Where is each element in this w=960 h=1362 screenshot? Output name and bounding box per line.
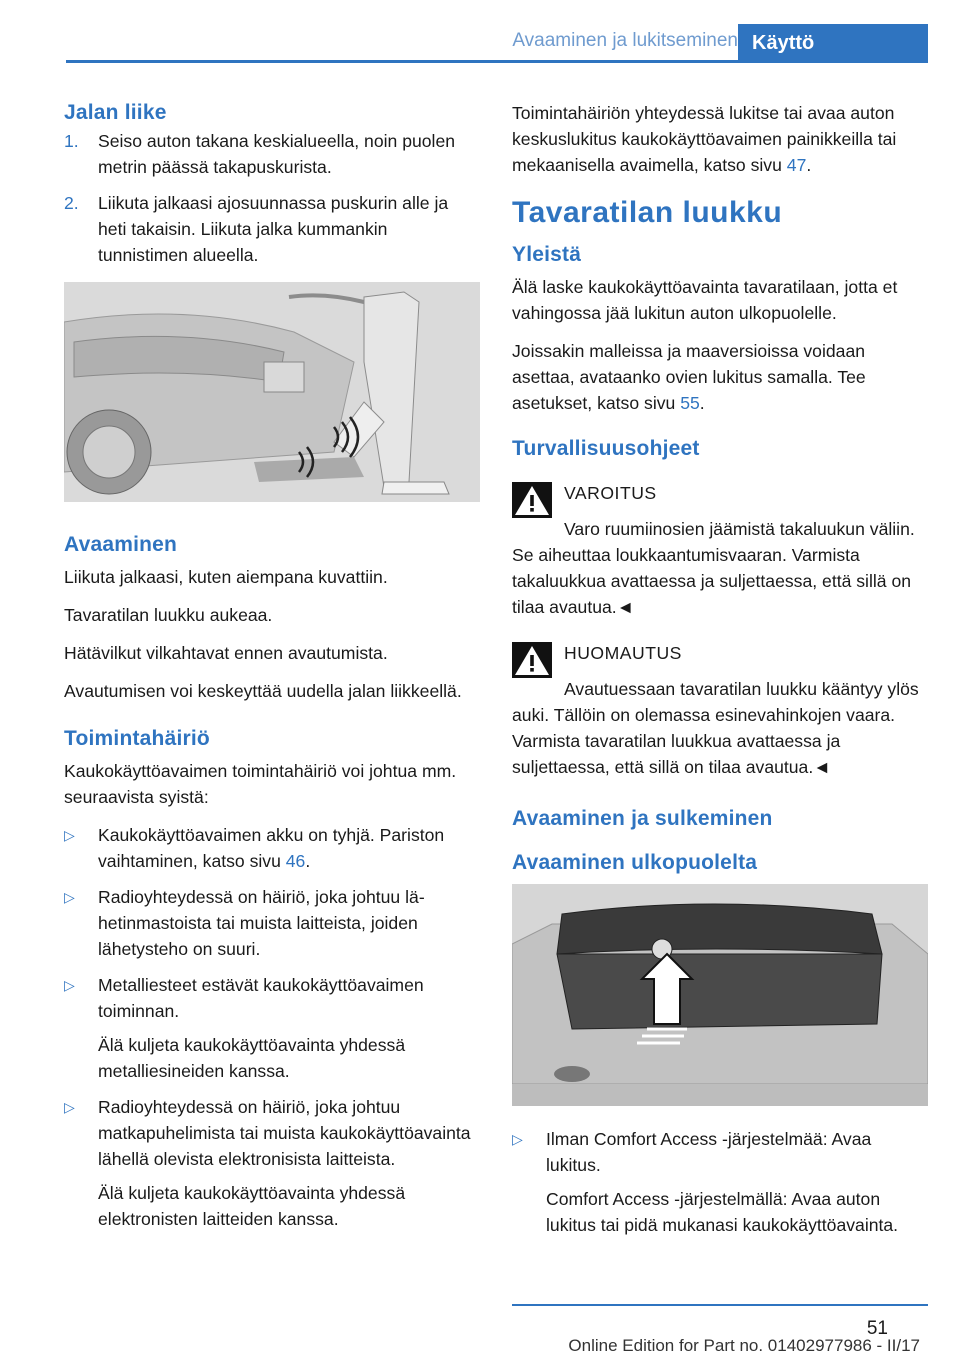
bullet-text: Kaukokäyttöavaimen akku on tyhjä. Pariston vaihtaminen, katso sivu bbox=[98, 825, 445, 871]
triangle-bullet-icon: ▷ bbox=[64, 889, 75, 905]
paragraph: Avautumisen voi keskeyttää uudella jalan liikkeellä. bbox=[64, 681, 462, 701]
list-item bbox=[64, 128, 480, 180]
page-link[interactable]: 47 bbox=[786, 155, 807, 175]
car-rear-foot-icon bbox=[64, 282, 480, 502]
left-column bbox=[64, 100, 480, 1242]
car-trunk-arrow-icon bbox=[512, 884, 928, 1106]
paragraph: Joissakin malleissa ja maaversioissa voidaan asettaa, avataanko ovien lukitus samalla. Tee asetukset, katso sivu bbox=[512, 341, 866, 413]
header-chapter-tab: Käyttö bbox=[738, 24, 928, 60]
heading-avaaminen-sulkeminen: Avaaminen ja sulkeminen bbox=[512, 807, 773, 830]
notice-triangle-icon bbox=[512, 642, 552, 678]
notice-title: HUOMAUTUS bbox=[564, 643, 682, 663]
bullet-text: Radioyhteydessä on häiriö, joka johtuu matkapuhelimista tai muista kaukokäyttöavainta lähellä olevista elektronisista laitteista. bbox=[98, 1097, 471, 1169]
bullet-subtext: Älä kuljeta kaukokäyttöavainta yhdessä metalliesineiden kanssa. bbox=[98, 1035, 406, 1081]
triangle-bullet-icon: ▷ bbox=[64, 1099, 75, 1115]
page-number: 51 bbox=[866, 1318, 888, 1339]
list-item bbox=[64, 190, 480, 268]
header-rule bbox=[66, 60, 928, 63]
list-item bbox=[64, 822, 480, 874]
list-item bbox=[64, 1094, 480, 1232]
trunk-lid-illustration bbox=[512, 884, 928, 1106]
bullet-text: Metalliesteet estävät kaukokäyttöavaimen toiminnan. bbox=[98, 975, 424, 1021]
notice-text: Avautuessaan tavaratilan luukku kääntyy ylös auki. Tällöin on olemassa esinevahinkojen vaara. Varmista tavaratilan luukkua avattaessa ja suljettaessa, että sillä on tilaa avautua.◄ bbox=[512, 679, 919, 777]
triangle-bullet-icon: ▷ bbox=[64, 827, 75, 843]
bullet-subtext: Comfort Access -järjestelmällä: Avaa auton lukitus tai pidä mukanasi kaukokäyttöavainta. bbox=[546, 1189, 899, 1235]
triangle-bullet-icon: ▷ bbox=[64, 977, 75, 993]
paragraph: Älä laske kaukokäyttöavainta tavaratilaan, jotta et vahingossa jää lukitun auton ulkopuolelle. bbox=[512, 277, 898, 323]
paragraph-punct: . bbox=[699, 393, 705, 413]
bullet-text: Radioyhteydessä on häiriö, joka johtuu lähetinmastoista tai muista laitteista, joiden lähetysteho on suuri. bbox=[98, 887, 425, 959]
footer-rule bbox=[512, 1304, 928, 1306]
heading-jalan-liike: Jalan liike bbox=[64, 101, 167, 124]
warning-title: VAROITUS bbox=[564, 483, 657, 503]
list-item bbox=[512, 1126, 928, 1238]
open-steps-list bbox=[512, 1126, 928, 1238]
triangle-bullet-icon: ▷ bbox=[512, 1131, 523, 1147]
header-section-title: Avaaminen ja lukitseminen bbox=[512, 30, 738, 51]
heading-avaaminen-ulkopuolelta: Avaaminen ulkopuolelta bbox=[512, 851, 758, 874]
paragraph: Kaukokäyttöavaimen toimintahäiriö voi johtua mm. seuraavista syistä: bbox=[64, 761, 457, 807]
footer-edition: Online Edition for Part no. 01402977986 - II/17 bbox=[568, 1336, 920, 1355]
steps-list bbox=[64, 128, 480, 268]
warning-block bbox=[512, 480, 928, 620]
paragraph-punct: . bbox=[806, 155, 812, 175]
step-text: Seiso auton takana keskialueella, noin puolen metrin päässä takapuskurista. bbox=[98, 131, 456, 177]
heading-toimintahairio: Toimintahäiriö bbox=[64, 727, 210, 750]
paragraph: Tavaratilan luukku aukeaa. bbox=[64, 605, 273, 625]
heading-yleista: Yleistä bbox=[512, 243, 582, 266]
cause-list bbox=[64, 822, 480, 1232]
paragraph: Hätävilkut vilkahtavat ennen avautumista. bbox=[64, 643, 388, 663]
step-text: Liikuta jalkaasi ajosuunnassa puskurin alle ja heti takaisin. Liikuta jalka kummankin tunnistimen alueella. bbox=[98, 193, 449, 265]
notice-block bbox=[512, 640, 928, 780]
list-item bbox=[64, 884, 480, 962]
page-link[interactable]: 46 bbox=[285, 851, 306, 871]
paragraph: Liikuta jalkaasi, kuten aiempana kuvattiin. bbox=[64, 567, 388, 587]
right-column bbox=[512, 100, 928, 1248]
warning-text: Varo ruumiinosien jäämistä takaluukun väliin. Se aiheuttaa loukkaantumisvaaran. Varmista takaluukkua avattaessa ja suljettaessa, että sillä on tilaa avautua.◄ bbox=[512, 519, 915, 617]
paragraph: Toimintahäiriön yhteydessä lukitse tai avaa auton keskuslukitus kaukokäyttöavaimen painikkeilla tai mekaanisella avaimella, katso sivu bbox=[512, 103, 897, 175]
heading-turvallisuusohjeet: Turvallisuusohjeet bbox=[512, 437, 700, 460]
warning-triangle-icon bbox=[512, 482, 552, 518]
bullet-text: Ilman Comfort Access -järjestelmää: Avaa lukitus. bbox=[546, 1129, 872, 1175]
list-item bbox=[64, 972, 480, 1084]
bullet-punct: . bbox=[305, 851, 311, 871]
section-title: Tavaratilan luukku bbox=[512, 196, 783, 229]
bullet-subtext: Älä kuljeta kaukokäyttöavainta yhdessä elektronisten laitteiden kanssa. bbox=[98, 1183, 406, 1229]
step-number: 2. bbox=[64, 193, 79, 213]
heading-avaaminen: Avaaminen bbox=[64, 533, 178, 556]
step-number: 1. bbox=[64, 131, 79, 151]
foot-sensor-illustration bbox=[64, 282, 480, 502]
page-link[interactable]: 55 bbox=[680, 393, 700, 413]
